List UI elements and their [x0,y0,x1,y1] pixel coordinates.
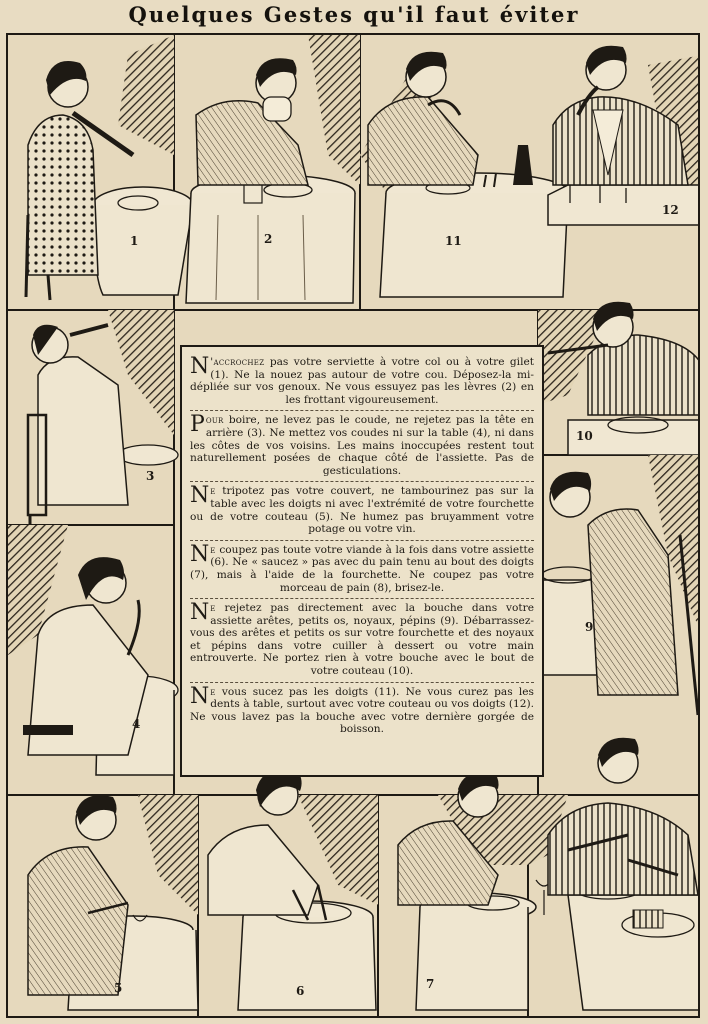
panel-number: 6 [296,984,305,998]
panel-1-figure [26,35,193,300]
rule-paragraph: Ne tripotez pas votre couvert, ne tambourinez pas sur la table avec les doigts ni avec l'extrémité de votre fourchette ou de votre couteau (5). Ne humez pas bruyamment votre potage ou votre vin. [190,482,534,540]
panel-5-figure [28,795,198,1010]
panel-number: 12 [662,203,679,217]
panel-number: 2 [264,232,273,246]
panel-number: 3 [146,469,155,483]
panel-number: 11 [445,234,462,248]
panel-9-figure [538,455,700,715]
panel-2-figure [186,35,360,303]
panel-number: 9 [585,620,594,634]
rule-paragraph: Ne rejetez pas directement avec la bouche dans votre assiette arêtes, petits os, noyaux, pépins (9). Débarrassez-vous des arêtes et petits os sur votre fourchette et des noyaux et pépins dans votre cuiller à dessert ou votre main entrouverte. Ne portez rien à votre bouche avec le bout de votre couteau (10). [190,599,534,683]
rule-paragraph: Ne coupez pas toute votre viande à la fois dans votre assiette (6). Ne « saucez » pas avec du pain tenu au bout des doigts (7), mais à l'aide de la fourchette. Ne coupez pas votre morceau de pain (8), brisez-le. [190,541,534,599]
panel-number: 4 [132,717,141,731]
panel-number: 5 [114,981,123,995]
etiquette-text-box [180,345,544,777]
panel-8-figure [528,738,700,1010]
panel-6-figure [208,769,378,1010]
rule-paragraph: Ne vous sucez pas les doigts (11). Ne vous curez pas les dents à table, surtout avec votre couteau ou vos doigts (12). Ne vous lavez pas la bouche avec votre dernière gorgée de boisson. [190,683,534,736]
panel-10-figure [538,302,700,455]
panel-12-figure [548,46,700,225]
panel-number: 10 [576,429,593,443]
illustration-frame [6,33,700,1018]
rule-paragraph: N 'accrochez pas votre serviette à votre col ou à votre gilet (1). Ne la nouez pas autour de votre cou. Déposez-la mi-dépliée sur vos genoux. Ne vous essuyez pas les lèvres (2) en les frottant vigoureusement. [190,353,534,411]
panel-number: 1 [130,234,139,248]
panel-11-figure [360,52,570,297]
panel-number: 7 [426,977,435,991]
rule-paragraph: Pour boire, ne levez pas le coude, ne rejetez pas la tête en arrière (3). Ne mettez vos coudes ni sur la table (4), ni dans les côtes de vos voisins. Les mains inoccupées restent tout naturellement posées de chaque côté de l'assiette. Pas de gesticulations. [190,411,534,482]
page-title: Quelques Gestes qu'il faut éviter [128,2,580,27]
panel-4-figure [8,525,178,775]
